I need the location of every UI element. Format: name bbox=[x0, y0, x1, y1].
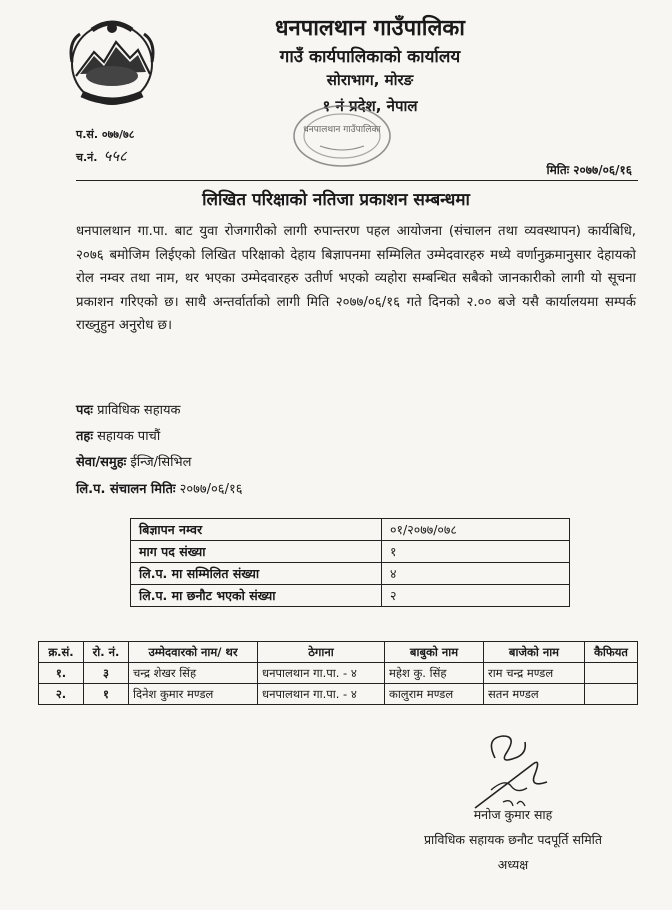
chalani-value: ५५८ bbox=[103, 147, 127, 165]
table-row bbox=[39, 663, 638, 684]
level-value: सहायक पाचौं bbox=[97, 429, 161, 444]
post-label: पदः bbox=[76, 403, 93, 418]
column-header: बाबुको नाम bbox=[385, 642, 484, 663]
table-cell bbox=[585, 684, 638, 705]
office-seal-stamp-icon bbox=[290, 102, 394, 170]
exam-date-field bbox=[76, 479, 242, 497]
column-header: ठेगाना bbox=[258, 642, 385, 663]
table-cell: ०१/२०७७/०७८ bbox=[382, 519, 570, 541]
table-cell: बिज्ञापन नम्वर bbox=[131, 519, 382, 541]
table-cell: ४ bbox=[382, 563, 570, 585]
table-cell: राम चन्द्र मण्डल bbox=[484, 663, 585, 684]
table-row bbox=[131, 563, 570, 585]
table-header-row bbox=[39, 642, 638, 663]
table-row bbox=[131, 519, 570, 541]
exam-date-label: लि.प. संचालन मितिः bbox=[76, 482, 176, 497]
table-cell: धनपालथान गा.पा. - ४ bbox=[258, 663, 385, 684]
level-label: तहः bbox=[76, 429, 93, 444]
advertisement-info-table bbox=[130, 518, 570, 607]
table-cell: २. bbox=[39, 684, 84, 705]
seal-text: धनपालथान गाउँपालिका bbox=[303, 125, 381, 135]
table-cell: लि.प. मा छनौट भएको संख्या bbox=[131, 585, 382, 607]
column-header: बाजेको नाम bbox=[484, 642, 585, 663]
handwritten-signature-icon bbox=[455, 728, 565, 818]
notice-date: मितिः २०७७/०६/१६ bbox=[546, 163, 632, 177]
table-cell: १ bbox=[84, 684, 129, 705]
signatory-name: मनोज कुमार साह bbox=[473, 807, 553, 822]
column-header: कैफियत bbox=[585, 642, 638, 663]
level-field bbox=[76, 426, 160, 444]
column-header: उम्मेदवारको नाम/ थर bbox=[129, 642, 258, 663]
table-row bbox=[39, 684, 638, 705]
signatory-role: अध्यक्ष bbox=[497, 857, 529, 872]
table-cell: २ bbox=[382, 585, 570, 607]
table-cell: सतन मण्डल bbox=[484, 684, 585, 705]
patra-sankhya: प.सं. ०७७/७८ bbox=[76, 128, 135, 141]
column-header: क्र.सं. bbox=[39, 642, 84, 663]
table-cell: कालुराम मण्डल bbox=[385, 684, 484, 705]
signatory-title: प्राविधिक सहायक छनौट पदपूर्ति समिति bbox=[423, 832, 603, 847]
table-cell bbox=[585, 663, 638, 684]
chalani-number bbox=[76, 146, 127, 166]
table-cell: दिनेश कुमार मण्डल bbox=[129, 684, 258, 705]
service-label: सेवा/समुहः bbox=[76, 455, 127, 470]
nepal-government-emblem-icon bbox=[62, 12, 162, 112]
notice-body: धनपालथान गा.पा. बाट युवा रोजगारीको लागी रुपान्तरण पहल आयोजना (संचालन तथा व्यवस्थापन) कार्यबिधि, २०७६ बमोजिम लिईएको लिखित परिक्षाको देहाय बिज्ञापनमा सम्मिलित उम्मेदवारहरु मध्ये वर्णानुक्रमानुसार देहायको रोल नम्वर तथा नाम, थर भएका उम्मेदवारहरु उतीर्ण भएको व्यहोरा सम्बन्धित सबैको जानकारीको लागी यो सूचना प्रकाशन गरिएको छ। साथै अन्तर्वार्ताको लागी मिति २०७७/०६/१६ गते दिनको २.०० बजे यसै कार्यालयमा सम्पर्क राख्नुहुन अनुरोध छ। bbox=[76, 224, 636, 334]
table-cell: माग पद संख्या bbox=[131, 541, 382, 563]
results-table bbox=[38, 641, 638, 705]
office-location: सोराभाग, मोरङ bbox=[326, 71, 414, 89]
table-row bbox=[131, 541, 570, 563]
post-field bbox=[76, 400, 180, 418]
column-header: रो. नं. bbox=[84, 642, 129, 663]
service-value: ईन्जि/सिभिल bbox=[130, 455, 192, 470]
table-cell: धनपालथान गा.पा. - ४ bbox=[258, 684, 385, 705]
service-field bbox=[76, 452, 192, 470]
notice-subject: लिखित परिक्षाको नतिजा प्रकाशन सम्बन्धमा bbox=[202, 190, 470, 210]
post-value: प्राविधिक सहायक bbox=[97, 403, 181, 418]
table-row bbox=[131, 585, 570, 607]
chalani-label: च.नं. bbox=[76, 151, 98, 164]
table-cell: चन्द्र शेखर सिंह bbox=[129, 663, 258, 684]
table-cell: लि.प. मा सम्मिलित संख्या bbox=[131, 563, 382, 585]
table-cell: महेश कु. सिंह bbox=[385, 663, 484, 684]
table-cell: १. bbox=[39, 663, 84, 684]
municipality-name: धनपालथान गाउँपालिका bbox=[274, 16, 466, 41]
table-cell: ३ bbox=[84, 663, 129, 684]
header-divider bbox=[76, 180, 638, 181]
table-cell: १ bbox=[382, 541, 570, 563]
office-province: १ नं प्रदेश, नेपाल bbox=[322, 97, 418, 115]
exam-date-value: २०७७/०६/१६ bbox=[179, 482, 243, 497]
office-name: गाउँ कार्यपालिकाको कार्यालय bbox=[279, 47, 461, 67]
